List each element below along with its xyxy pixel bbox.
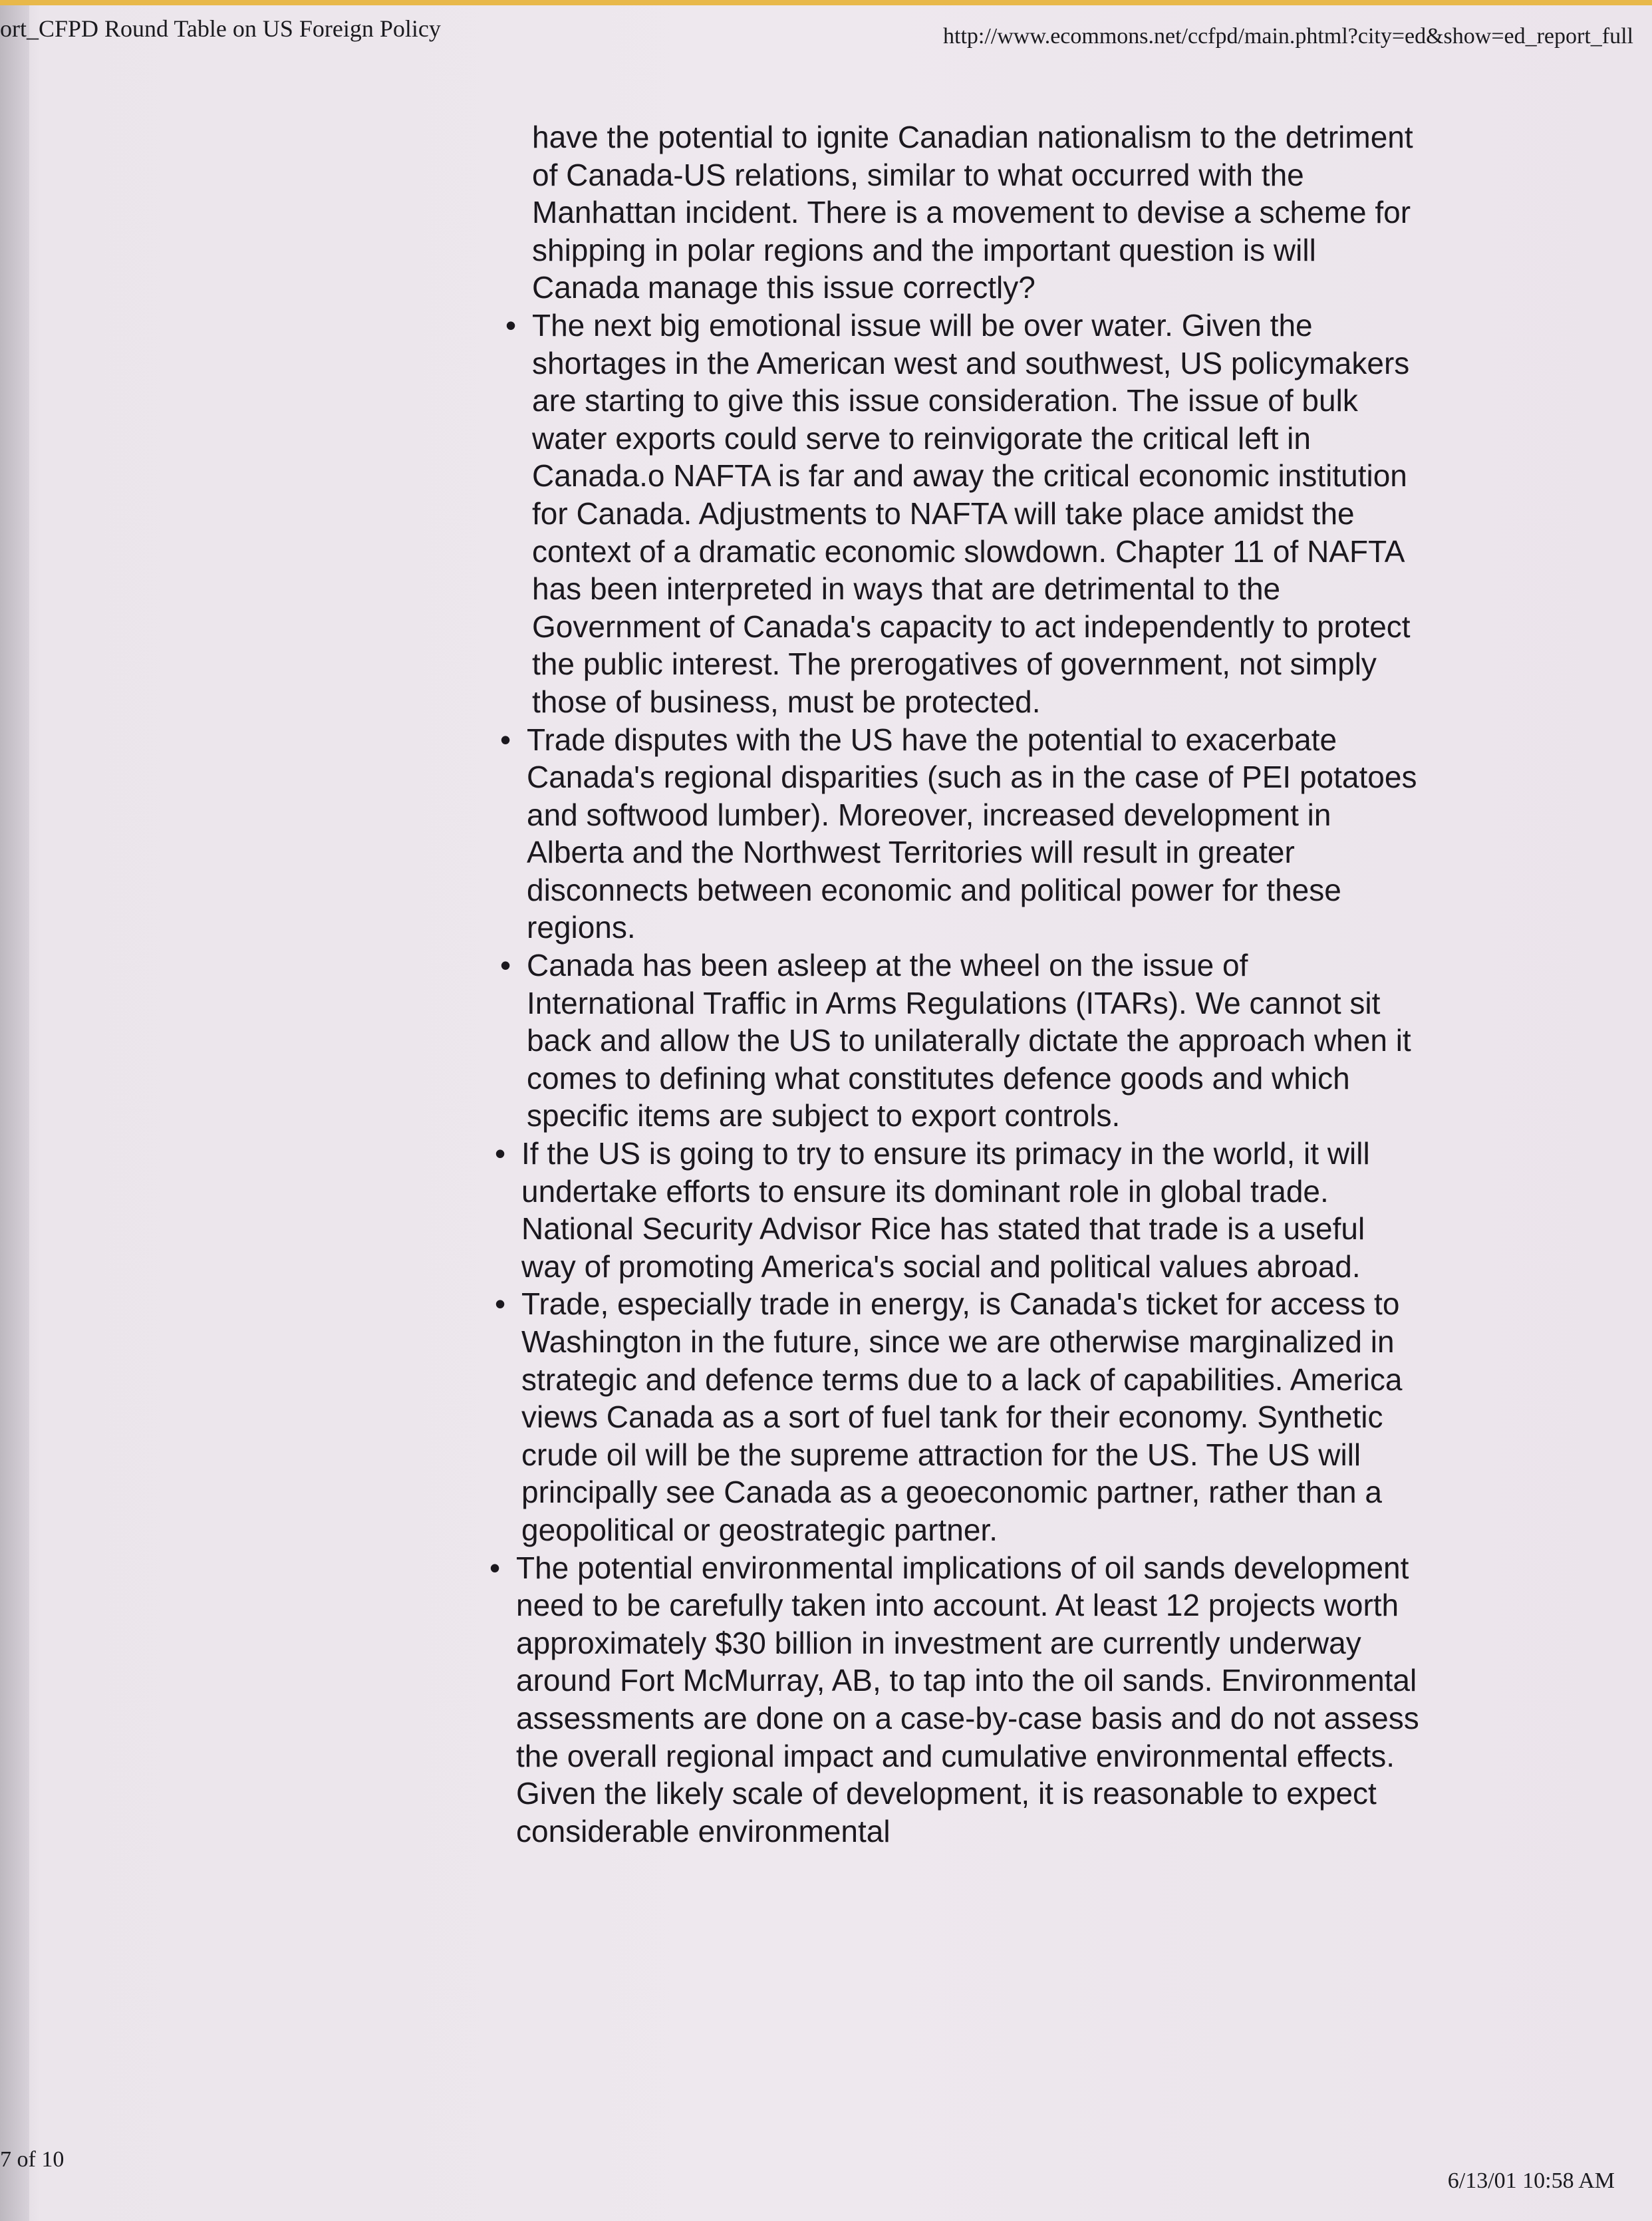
bullet-item	[466, 1135, 1423, 1285]
bullet-dot-icon: •	[489, 1550, 501, 1585]
page-header-url: http://www.ecommons.net/ccfpd/main.phtml?city=ed&show=ed_report_full	[943, 24, 1633, 49]
bullet-item	[466, 307, 1423, 721]
bullet-text: Trade disputes with the US have the potential to exacerbate Canada's regional disparities (such as in the case of PEI potatoes and softwood lumber). Moreover, increased development in Alberta and the Northwest Territories will result in greater disconnects between economic and political power for these regions.	[527, 722, 1417, 945]
bullet-list	[466, 307, 1423, 1850]
page-header-title: ort_CFPD Round Table on US Foreign Policy	[0, 15, 441, 42]
bullet-dot-icon: •	[505, 307, 517, 343]
lead-paragraph: have the potential to ignite Canadian nationalism to the detriment of Canada-US relations, similar to what occurred with the Manhattan incident. There is a movement to devise a scheme for shipping in polar regions and the important question is will Canada manage this issue correctly?	[532, 120, 1413, 305]
print-datetime: 6/13/01 10:58 AM	[1447, 2168, 1615, 2193]
top-edge-strip	[0, 0, 1652, 5]
bullet-text: The next big emotional issue will be over water. Given the shortages in the American west and southwest, US policymakers are starting to give this issue consideration. The issue of bulk water exports could serve to reinvigorate the critical left in Canada.o NAFTA is far and away the critical economic institution for Canada. Adjustments to NAFTA will take place amidst the context of a dramatic economic slowdown. Chapter 11 of NAFTA has been interpreted in ways that are detrimental to the Government of Canada's capacity to act independently to protect the public interest. The prerogatives of government, not simply those of business, must be protected.	[532, 307, 1411, 719]
bullet-text: Canada has been asleep at the wheel on the issue of International Traffic in Arms Regulations (ITARs). We cannot sit back and allow the US to unilaterally dictate the approach when it comes to defining what constitutes defence goods and which specific items are subject to export controls.	[527, 948, 1411, 1133]
bullet-dot-icon: •	[500, 722, 511, 757]
bullet-text: The potential environmental implications of oil sands development need to be carefully taken into account. At least 12 projects worth approximately $30 billion in investment are currently underway around Fort McMurray, AB, to tap into the oil sands. Environmental assessments are done on a case-by-case basis and do not assess the overall regional impact and cumulative environmental effects. Given the likely scale of development, it is reasonable to expect considerable environmental	[516, 1550, 1419, 1849]
bullet-dot-icon: •	[495, 1136, 506, 1171]
bullet-item	[466, 1549, 1423, 1851]
bullet-text: If the US is going to try to ensure its primacy in the world, it will undertake efforts to ensure its dominant role in global trade. National Security Advisor Rice has stated that trade is a useful way of promoting America's social and political values abroad.	[521, 1136, 1370, 1284]
bullet-dot-icon: •	[500, 948, 511, 983]
bullet-text: Trade, especially trade in energy, is Canada's ticket for access to Washington in the future, since we are otherwise marginalized in strategic and defence terms due to a lack of capabilities. America views Canada as a sort of fuel tank for their economy. Synthetic crude oil will be the supreme attraction for the US. The US will principally see Canada as a geoeconomic partner, rather than a geopolitical or geostrategic partner.	[521, 1286, 1403, 1547]
bullet-item	[466, 1285, 1423, 1549]
document-body	[466, 118, 1423, 1850]
bullet-dot-icon: •	[495, 1286, 506, 1322]
page-number: 7 of 10	[0, 2147, 65, 2172]
bullet-item	[466, 721, 1423, 947]
page-left-edge	[0, 5, 29, 2221]
bullet-item	[466, 947, 1423, 1135]
